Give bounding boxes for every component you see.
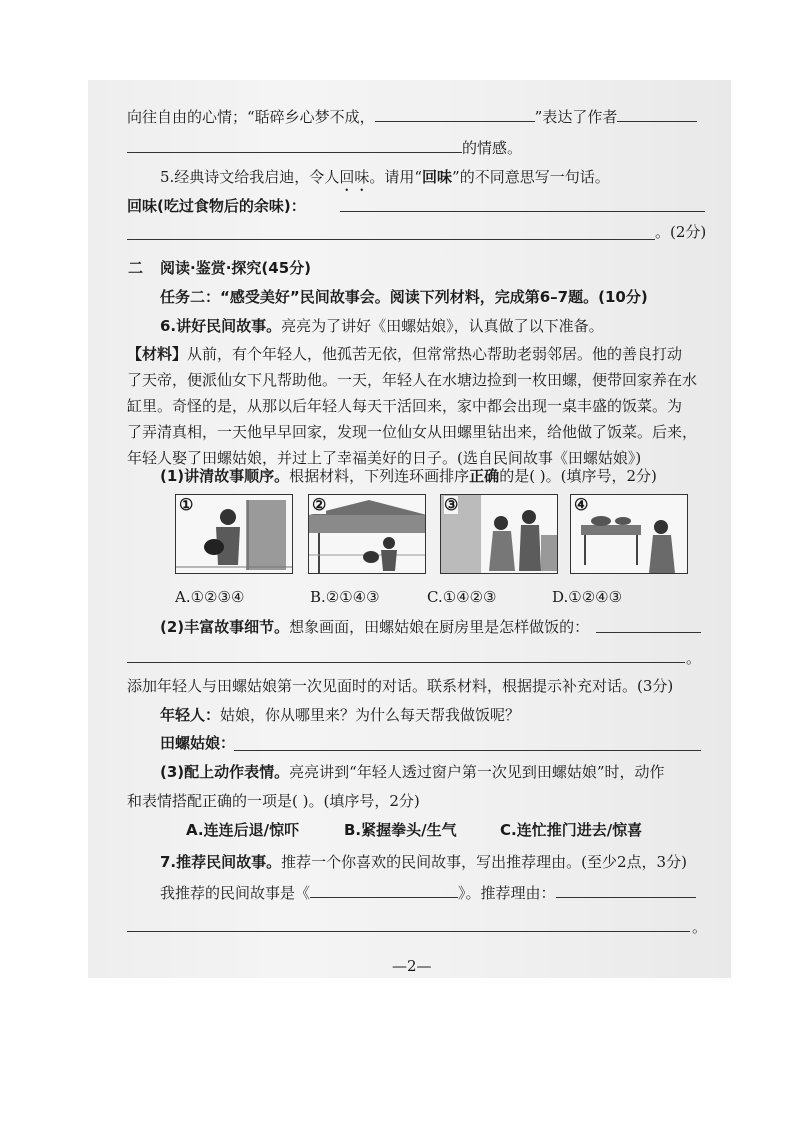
question-5-definition: 回味(吃过食物后的余味)：: [127, 197, 306, 215]
material-line-3: 缸里。奇怪的是，从那以后年轻人每天干活回来，家中都会出现一桌丰盛的饭菜。为: [127, 397, 683, 415]
fairy-and-man-icon: [441, 495, 558, 574]
option-d[interactable]: D.①②④③: [552, 588, 623, 606]
man-carrying-snail-icon: [176, 495, 293, 574]
option-b[interactable]: B.②①④③: [310, 588, 380, 606]
comic-panel-2: ②: [308, 494, 426, 574]
answer-line[interactable]: [340, 211, 705, 212]
line-2: 的情感。: [127, 138, 522, 158]
page-number: —2—: [392, 957, 432, 975]
question-6: 6.讲好民间故事。亮亮为了讲好《田螺姑娘》，认真做了以下准备。: [160, 317, 604, 335]
answer-blank[interactable]: [617, 107, 697, 122]
dialogue-young-man: 年轻人：姑娘，你从哪里来？为什么每天帮我做饭呢？: [160, 706, 521, 724]
man-at-table-icon: [571, 495, 688, 574]
answer-blank[interactable]: [310, 883, 458, 898]
dialogue-instruction: 添加年轻人与田螺姑娘第一次见面时的对话。联系材料，根据提示补充对话。(3分): [127, 677, 674, 695]
comic-panel-3: ③: [440, 494, 558, 574]
task-2-heading: 任务二：“感受美好”民间故事会。阅读下列材料，完成第6–7题。(10分): [160, 288, 648, 306]
subquestion-1: (1)讲清故事顺序。根据材料，下列连环画排序正确的是( )。(填序号，2分): [160, 467, 657, 485]
answer-line[interactable]: [234, 750, 701, 751]
option-c[interactable]: C.①④②③: [427, 588, 497, 606]
material-line-2: 了天帝，便派仙女下凡帮助他。一天，年轻人在水塘边捡到一枚田螺，便带回家养在水: [127, 371, 698, 389]
question-5-score: 。(2分): [655, 223, 707, 241]
answer-blank[interactable]: [556, 883, 696, 898]
comic-panel-4: ④: [570, 494, 688, 574]
period: 。: [692, 918, 708, 936]
material-line-4: 了弄清真相，一天他早早回家，发现一位仙女从田螺里钻出来，给他做了饭菜。后来，: [127, 423, 698, 441]
period: 。: [686, 649, 702, 667]
choice-b[interactable]: B.紧握拳头/生气: [344, 821, 457, 839]
answer-line[interactable]: [596, 632, 701, 633]
question-5: 5.经典诗文给我启迪，令人回味。请用“回味”的不同意思写一句话。: [160, 168, 610, 186]
material-line-5: 年轻人娶了田螺姑娘，并过上了幸福美好的日子。(选自民间故事《田螺姑娘》): [127, 449, 642, 467]
choice-c[interactable]: C.连忙推门进去/惊喜: [500, 821, 643, 839]
answer-line[interactable]: [127, 662, 685, 663]
subquestion-3-cont: 和表情搭配正确的一项是( )。(填序号，2分): [127, 792, 420, 810]
dialogue-snail-girl-label: 田螺姑娘：: [160, 734, 236, 752]
answer-line[interactable]: [127, 931, 690, 932]
answer-blank[interactable]: [375, 107, 535, 122]
comic-panel-1: ①: [175, 494, 293, 574]
question-7: 7.推荐民间故事。推荐一个你喜欢的民间故事，写出推荐理由。(至少2点，3分): [160, 853, 687, 871]
subquestion-2: (2)丰富故事细节。想象画面，田螺姑娘在厨房里是怎样做饭的：: [160, 618, 590, 636]
man-walking-home-icon: [309, 495, 426, 574]
material-line-1: 【材料】从前，有个年轻人，他孤苦无依，但常常热心帮助老弱邻居。他的善良打动: [127, 345, 683, 363]
question-7-recommend: 我推荐的民间故事是《 》。推荐理由：: [160, 883, 696, 903]
choice-a[interactable]: A.连连后退/惊吓: [186, 821, 300, 839]
section-number: 二: [128, 259, 144, 277]
section-title: 阅读·鉴赏·探究(45分): [160, 259, 311, 277]
answer-blank[interactable]: [127, 138, 462, 153]
subquestion-3: (3)配上动作表情。亮亮讲到“年轻人透过窗户第一次见到田螺姑娘”时，动作: [160, 763, 665, 781]
option-a[interactable]: A.①②③④: [175, 588, 245, 606]
answer-line[interactable]: [127, 239, 655, 240]
line-1: 向往自由的心情；“聒碎乡心梦不成， ”表达了作者: [127, 107, 697, 127]
